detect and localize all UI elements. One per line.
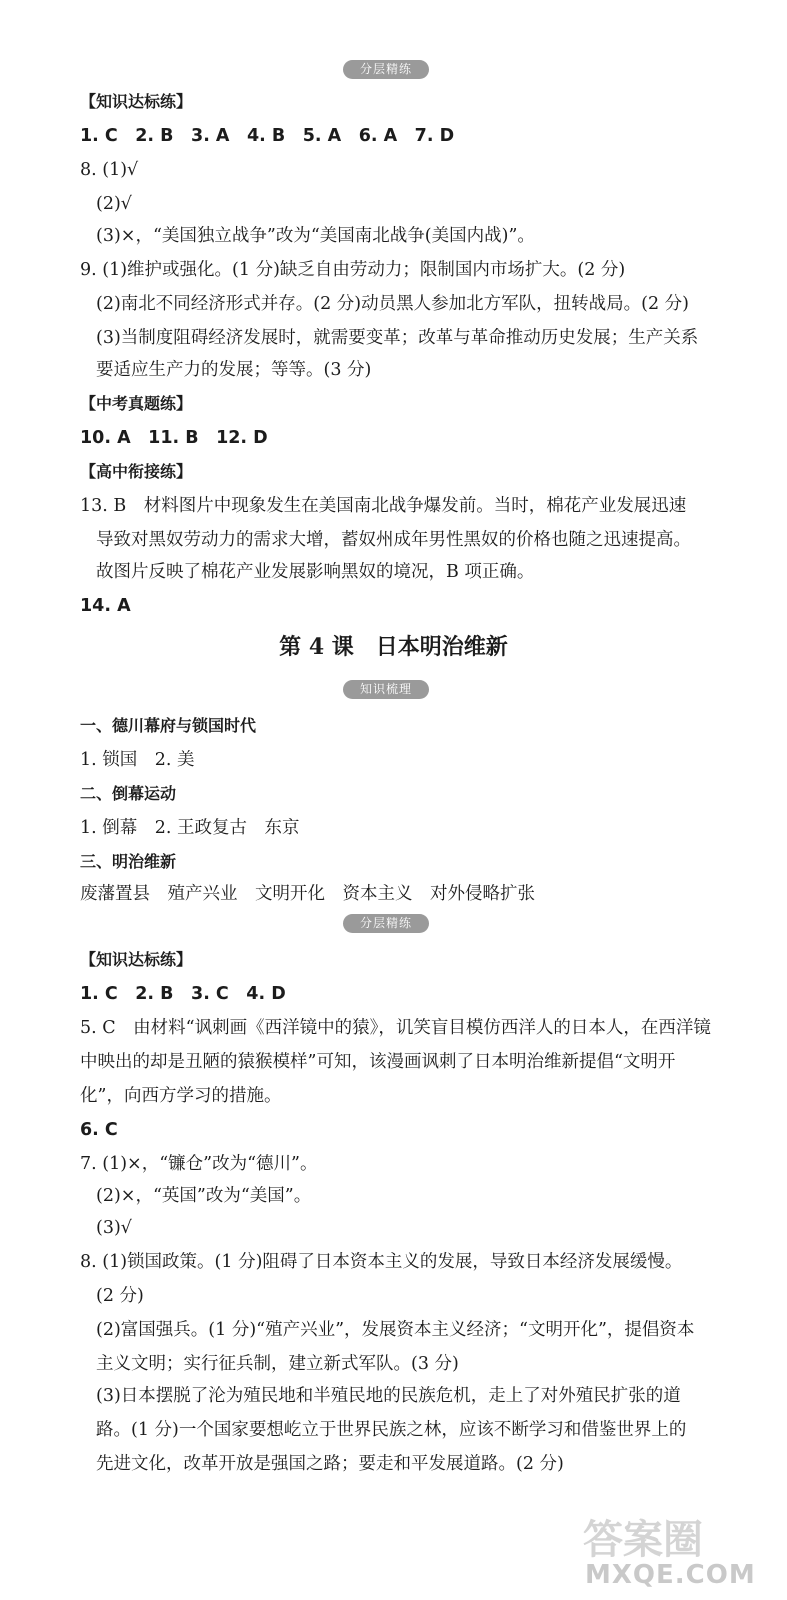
- section-badge-layered-practice: 分层精练: [343, 60, 429, 79]
- heading-topic: 二、倒幕运动: [80, 784, 177, 803]
- answer-line: 废藩置县 殖产兴业 文明开化 资本主义 对外侵略扩张: [80, 884, 535, 904]
- answer-line: 要适应生产力的发展；等等。(3 分): [96, 360, 372, 380]
- answer-line: (3)日本摆脱了沦为殖民地和半殖民地的民族危机，走上了对外殖民扩张的道: [96, 1386, 681, 1406]
- answer-line: (2)√: [96, 194, 132, 214]
- answer-line: 中映出的却是丑陋的猿猴模样”可知，该漫画讽刺了日本明治维新提倡“文明开: [80, 1052, 676, 1072]
- answer-line: 13. B 材料图片中现象发生在美国南北战争爆发前。当时，棉花产业发展迅速: [80, 496, 687, 516]
- answer-line: 1. 倒幕 2. 王政复古 东京: [80, 818, 300, 838]
- answer-line: 14. A: [80, 596, 131, 616]
- answer-line: 1. 锁国 2. 美: [80, 750, 195, 770]
- heading-exam-practice: 【中考真题练】: [80, 394, 193, 413]
- watermark-site-text: MXQE.COM: [585, 1560, 756, 1590]
- heading-highschool-practice: 【高中衔接练】: [80, 462, 193, 481]
- answer-line: 6. C: [80, 1120, 118, 1140]
- answer-line: 8. (1)√: [80, 160, 139, 180]
- heading-topic: 一、德川幕府与锁国时代: [80, 716, 257, 735]
- heading-knowledge-practice: 【知识达标练】: [80, 950, 193, 969]
- section-badge-layered-practice: 分层精练: [343, 914, 429, 933]
- answer-line: (2 分): [96, 1286, 144, 1306]
- answer-line: (2)富国强兵。(1 分)“殖产兴业”，发展资本主义经济；“文明开化”，提倡资本: [96, 1320, 695, 1340]
- answer-line: 1. C 2. B 3. C 4. D: [80, 984, 286, 1004]
- answer-line: 先进文化，改革开放是强国之路；要走和平发展道路。(2 分): [96, 1454, 564, 1474]
- answer-line: (2)×，“英国”改为“美国”。: [96, 1186, 312, 1206]
- heading-topic: 三、明治维新: [80, 852, 177, 871]
- answer-line: 故图片反映了棉花产业发展影响黑奴的境况，B 项正确。: [96, 562, 535, 582]
- section-badge-knowledge-review: 知识梳理: [343, 680, 429, 699]
- answer-line: (3)√: [96, 1218, 132, 1238]
- answer-line: (3)当制度阻碍经济发展时，就需要变革；改革与革命推动历史发展；生产关系: [96, 328, 699, 348]
- watermark-logo: [575, 1508, 775, 1592]
- answer-line: 9. (1)维护或强化。(1 分)缺乏自由劳动力；限制国内市场扩大。(2 分): [80, 260, 626, 280]
- answer-line: 7. (1)×，“镰仓”改为“德川”。: [80, 1154, 318, 1174]
- heading-knowledge-practice: 【知识达标练】: [80, 92, 193, 111]
- answer-line: (2)南北不同经济形式并存。(2 分)动员黑人参加北方军队，扭转战局。(2 分): [96, 294, 689, 314]
- answer-line: 导致对黑奴劳动力的需求大增，蓄奴州成年男性黑奴的价格也随之迅速提高。: [96, 530, 691, 550]
- answer-line: 主义文明；实行征兵制，建立新式军队。(3 分): [96, 1354, 459, 1374]
- watermark-logo-text: 答案圈: [583, 1517, 703, 1563]
- answer-line: 10. A 11. B 12. D: [80, 428, 268, 448]
- answer-line: 5. C 由材料“讽刺画《西洋镜中的猿》，讥笑盲目模仿西洋人的日本人，在西洋镜: [80, 1018, 711, 1038]
- answer-line: 8. (1)锁国政策。(1 分)阻碍了日本资本主义的发展，导致日本经济发展缓慢。: [80, 1252, 683, 1272]
- lesson-title: 第 4 课 日本明治维新: [279, 634, 508, 660]
- answer-line: 路。(1 分)一个国家要想屹立于世界民族之林，应该不断学习和借鉴世界上的: [96, 1420, 687, 1440]
- answer-line: 1. C 2. B 3. A 4. B 5. A 6. A 7. D: [80, 126, 455, 146]
- answer-line: (3)×，“美国独立战争”改为“美国南北战争(美国内战)”。: [96, 226, 535, 246]
- answer-line: 化”，向西方学习的措施。: [80, 1086, 282, 1106]
